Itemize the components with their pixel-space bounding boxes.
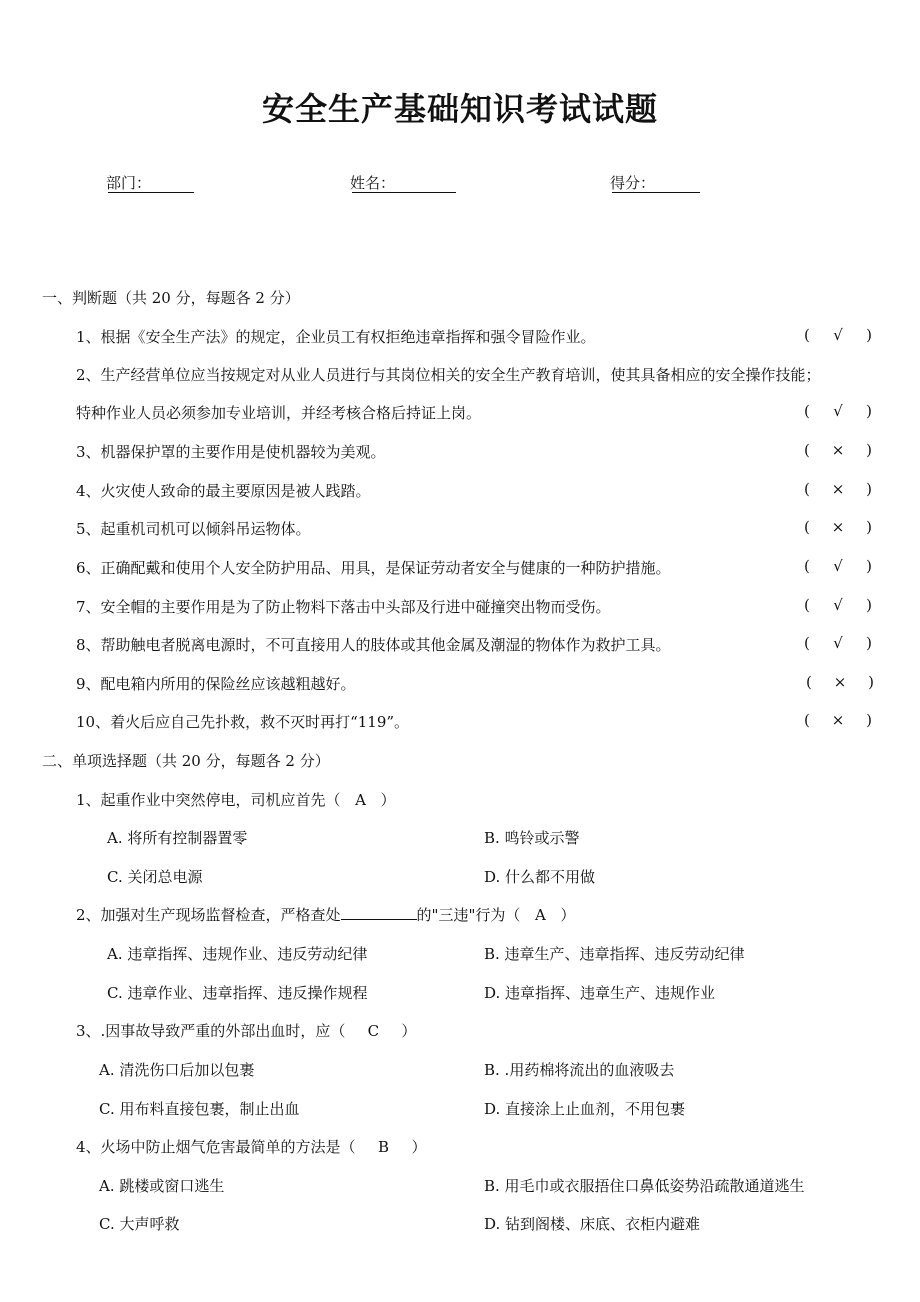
judge-item-10: 10、着火后应自己先扑救，救不灭时再打“119”。 — [76, 713, 410, 731]
judge-item-8: 8、帮助触电者脱离电源时，不可直接用人的肢体或其他金属及潮湿的物体作为救护工具。 — [76, 636, 671, 654]
choice-option-3c: C. 用布料直接包裹，制止出血 — [99, 1100, 300, 1118]
section2-heading: 二、单项选择题（共 20 分，每题各 2 分） — [42, 752, 330, 770]
choice-option-3a: A. 清洗伤口后加以包裹 — [99, 1061, 255, 1079]
name-field[interactable] — [350, 172, 395, 193]
choice-stem-2-before: 2、加强对生产现场监督检查，严格查处 — [76, 906, 341, 924]
choice-stem-4: 4、火场中防止烟气危害最简单的方法是（ — [76, 1138, 356, 1156]
choice-question-2 — [76, 904, 575, 925]
score-label: 得分： — [610, 174, 656, 192]
choice-option-1c: C. 关闭总电源 — [107, 868, 203, 886]
choice-stem-1: 1、起重作业中突然停电，司机应首先（ — [76, 791, 341, 809]
judge-item-9: 9、配电箱内所用的保险丝应该越粗越好。 — [76, 675, 356, 693]
choice-close-3: ） — [401, 1022, 417, 1040]
fill-in-blank[interactable] — [341, 905, 417, 920]
judge-item-3: 3、机器保护罩的主要作用是使机器较为美观。 — [76, 443, 386, 461]
dept-field[interactable] — [106, 172, 151, 193]
section1-heading: 一、判断题（共 20 分，每题各 2 分） — [42, 289, 300, 307]
score-blank[interactable] — [612, 176, 700, 193]
choice-answer-3: C — [367, 1022, 380, 1040]
choice-question-3 — [76, 1020, 416, 1041]
judge-item-6: 6、正确配戴和使用个人安全防护用品、用具，是保证劳动者安全与健康的一种防护措施。 — [76, 559, 671, 577]
choice-close-2: ） — [560, 906, 576, 924]
judge-item-5: 5、起重机司机可以倾斜吊运物体。 — [76, 520, 311, 538]
choice-close-1: ） — [380, 791, 396, 809]
judge-item-1: 1、根据《安全生产法》的规定，企业员工有权拒绝违章指挥和强令冒险作业。 — [76, 328, 596, 346]
choice-answer-1: A — [355, 791, 366, 809]
name-blank[interactable] — [352, 176, 456, 193]
dept-blank[interactable] — [108, 176, 194, 193]
choice-stem-3: 3、.因事故导致严重的外部出血时，应（ — [76, 1022, 346, 1040]
choice-option-2d: D. 违章指挥、违章生产、违规作业 — [484, 984, 716, 1002]
choice-question-4 — [76, 1136, 427, 1157]
choice-option-1a: A. 将所有控制器置零 — [107, 829, 248, 847]
choice-option-2b: B. 违章生产、违章指挥、违反劳动纪律 — [484, 945, 745, 963]
score-field[interactable] — [610, 172, 655, 193]
choice-close-4: ） — [411, 1138, 427, 1156]
choice-option-4d: D. 钻到阁楼、床底、衣柜内避难 — [484, 1215, 701, 1233]
choice-option-4b: B. 用毛巾或衣服捂住口鼻低姿势沿疏散通道逃生 — [484, 1177, 805, 1195]
choice-option-4a: A. 跳楼或窗口逃生 — [99, 1177, 225, 1195]
name-label: 姓名： — [350, 174, 396, 192]
choice-option-1b: B. 鸣铃或示警 — [484, 829, 580, 847]
choice-answer-4: B — [378, 1138, 390, 1156]
dept-label: 部门： — [106, 174, 152, 192]
page-title: 安全生产基础知识考试试题 — [261, 90, 658, 128]
choice-stem-2-after: 的"三违"行为（ — [416, 906, 521, 924]
choice-option-3b: B. .用药棉将流出的血液吸去 — [484, 1061, 675, 1079]
choice-option-2a: A. 违章指挥、违规作业、违反劳动纪律 — [107, 945, 368, 963]
choice-option-3d: D. 直接涂上止血剂，不用包裹 — [484, 1100, 686, 1118]
judge-item-2: 2、生产经营单位应当按规定对从业人员进行与其岗位相关的安全生产教育培训，使其具备相应的安全操作技能； — [76, 366, 821, 384]
choice-option-1d: D. 什么都不用做 — [484, 868, 596, 886]
judge-item-2-cont: 特种作业人员必须参加专业培训，并经考核合格后持证上岗。 — [76, 404, 482, 422]
choice-option-2c: C. 违章作业、违章指挥、违反操作规程 — [107, 984, 368, 1002]
choice-answer-2: A — [534, 906, 546, 924]
choice-question-1 — [76, 789, 396, 810]
judge-item-4: 4、火灾使人致命的最主要原因是被人践踏。 — [76, 482, 371, 500]
choice-option-4c: C. 大声呼救 — [99, 1215, 180, 1233]
judge-item-7: 7、安全帽的主要作用是为了防止物料下落击中头部及行进中碰撞突出物而受伤。 — [76, 598, 611, 616]
